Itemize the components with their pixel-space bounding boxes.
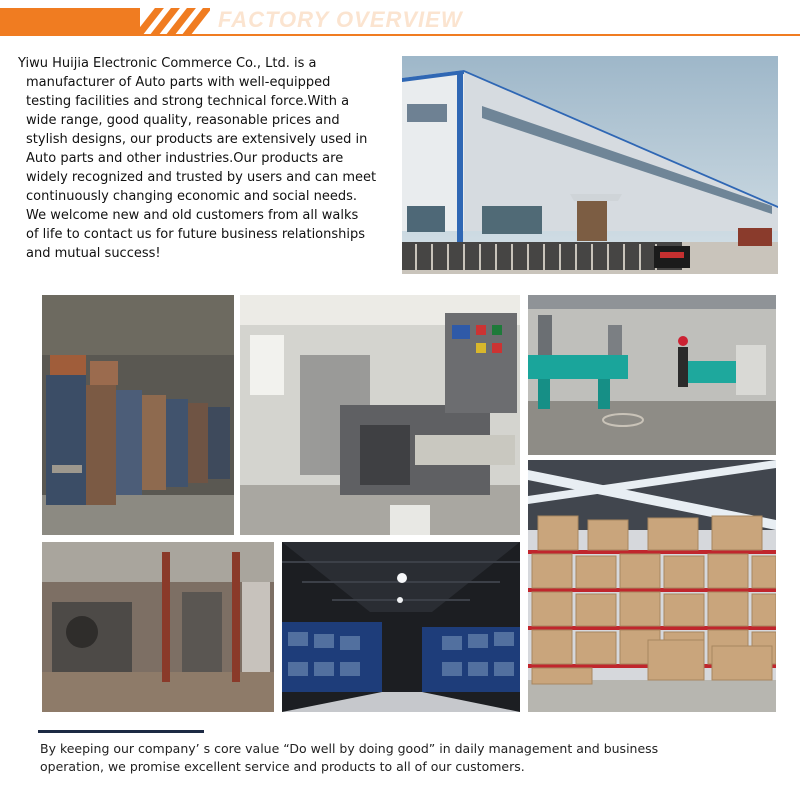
intro-line: Yiwu Huijia Electronic Commerce Co., Ltd. is a xyxy=(18,56,317,71)
company-intro xyxy=(18,54,408,263)
foundry-floor-photo xyxy=(42,542,274,712)
mold-storage-photo xyxy=(42,295,234,535)
header-stripe-decoration xyxy=(138,8,210,34)
workshop-photo xyxy=(528,295,776,455)
intro-line: and mutual success! xyxy=(26,246,161,261)
footer-rule xyxy=(38,730,204,733)
header-orange-bar xyxy=(0,8,140,34)
carton-racks-photo xyxy=(528,460,776,712)
header-rule xyxy=(0,34,800,36)
intro-line: We welcome new and old customers from all walks xyxy=(26,208,359,223)
intro-line: testing facilities and strong technical force.With a xyxy=(26,94,350,109)
intro-line: Auto parts and other industries.Our products are xyxy=(26,151,344,166)
intro-line: manufacturer of Auto parts with well-equipped xyxy=(26,75,331,90)
production-machine-photo xyxy=(240,295,520,535)
intro-line: continuously changing economic and social needs. xyxy=(26,189,358,204)
intro-line: widely recognized and trusted by users and can meet xyxy=(26,170,377,185)
header-title: FACTORY OVERVIEW xyxy=(218,7,463,32)
warehouse-aisle-photo xyxy=(282,542,520,712)
intro-line: wide range, good quality, reasonable prices and xyxy=(26,113,340,128)
footer-line-2: operation, we promise excellent service and products to all of our customers. xyxy=(40,759,525,774)
footer-line-1: By keeping our company’ s core value “Do well by doing good” in daily management and business xyxy=(40,741,659,756)
core-value-statement xyxy=(40,740,780,776)
factory-building-photo xyxy=(402,56,778,274)
intro-line: of life to contact us for future business relationships xyxy=(26,227,366,242)
intro-line: stylish designs, our products are extensively used in xyxy=(26,132,368,147)
